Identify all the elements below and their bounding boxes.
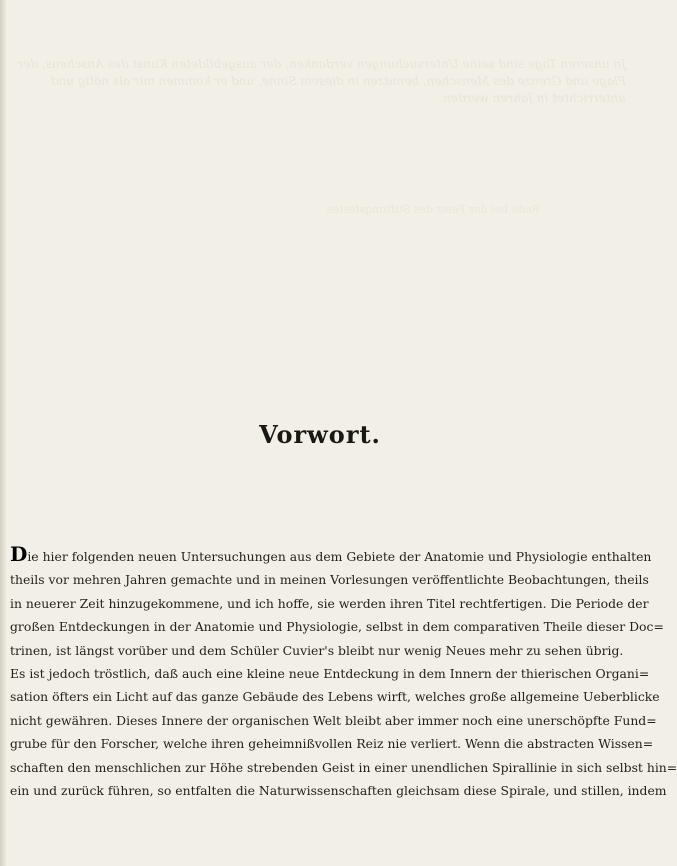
text-line: theils vor mehren Jahren gemachte und in meinen Vorlesungen veröffentlichte Beobachtungen, theils bbox=[10, 572, 649, 588]
text-line: in neuerer Zeit hinzugekommene, und ich hoffe, sie werden ihren Titel rechtfertigen. Die Periode der bbox=[10, 595, 649, 611]
text-line: großen Entdeckungen in der Anatomie und Physiologie, selbst in dem comparativen Theile dieser Doc= bbox=[10, 619, 664, 635]
text-line: trinen, ist längst vorüber und dem Schüler Cuvier's bleibt nur wenig Neues mehr zu sehen übrig. bbox=[10, 642, 624, 658]
text-line: schaften den menschlichen zur Höhe strebenden Geist in einer unendlichen Spirallinie in sich selbst hin= bbox=[10, 759, 677, 775]
bleed-line: Jn unseren Tage sind seine Untersuchungen verdanken, der ausgebildeten Kunst des Anschens, der bbox=[17, 57, 626, 71]
first-line-text: ie hier folgenden neuen Untersuchungen aus dem Gebiete der Anatomie und Physiologie enthalten bbox=[27, 549, 652, 564]
text-line bbox=[10, 542, 652, 568]
bleed-through-text bbox=[17, 56, 626, 107]
text-line: grube für den Forscher, welche ihren geheimnißvollen Reiz nie verliert. Wenn die abstracten Wissen= bbox=[10, 736, 654, 752]
text-line: sation öfters ein Licht auf das ganze Gebäude des Lebens wirft, welches große allgemeine Ueberblicke bbox=[10, 689, 660, 705]
bleed-line: unterrichtet in Jahren werden. bbox=[439, 91, 626, 105]
bleed-through-heading: Rede bei der Feier des Stiftungsfestes bbox=[326, 203, 540, 216]
bleed-line: Plage und Grenze des Menschen, benutzen in diesem Sinne, und er kommen mir als nötig und bbox=[50, 74, 626, 88]
text-line: nicht gewähren. Dieses Innere der organischen Welt bleibt aber immer noch eine unerschöpfte Fund= bbox=[10, 712, 657, 728]
drop-cap: D bbox=[10, 542, 28, 566]
body-paragraph bbox=[10, 542, 677, 802]
text-line: ein und zurück führen, so entfalten die Naturwissenschaften gleichsam diese Spirale, und stillen, indem bbox=[10, 782, 667, 798]
text-line: Es ist jedoch tröstlich, daß auch eine kleine neue Entdeckung in dem Innern der thierischen Organi= bbox=[10, 665, 650, 681]
page-title: Vorwort. bbox=[259, 420, 381, 449]
